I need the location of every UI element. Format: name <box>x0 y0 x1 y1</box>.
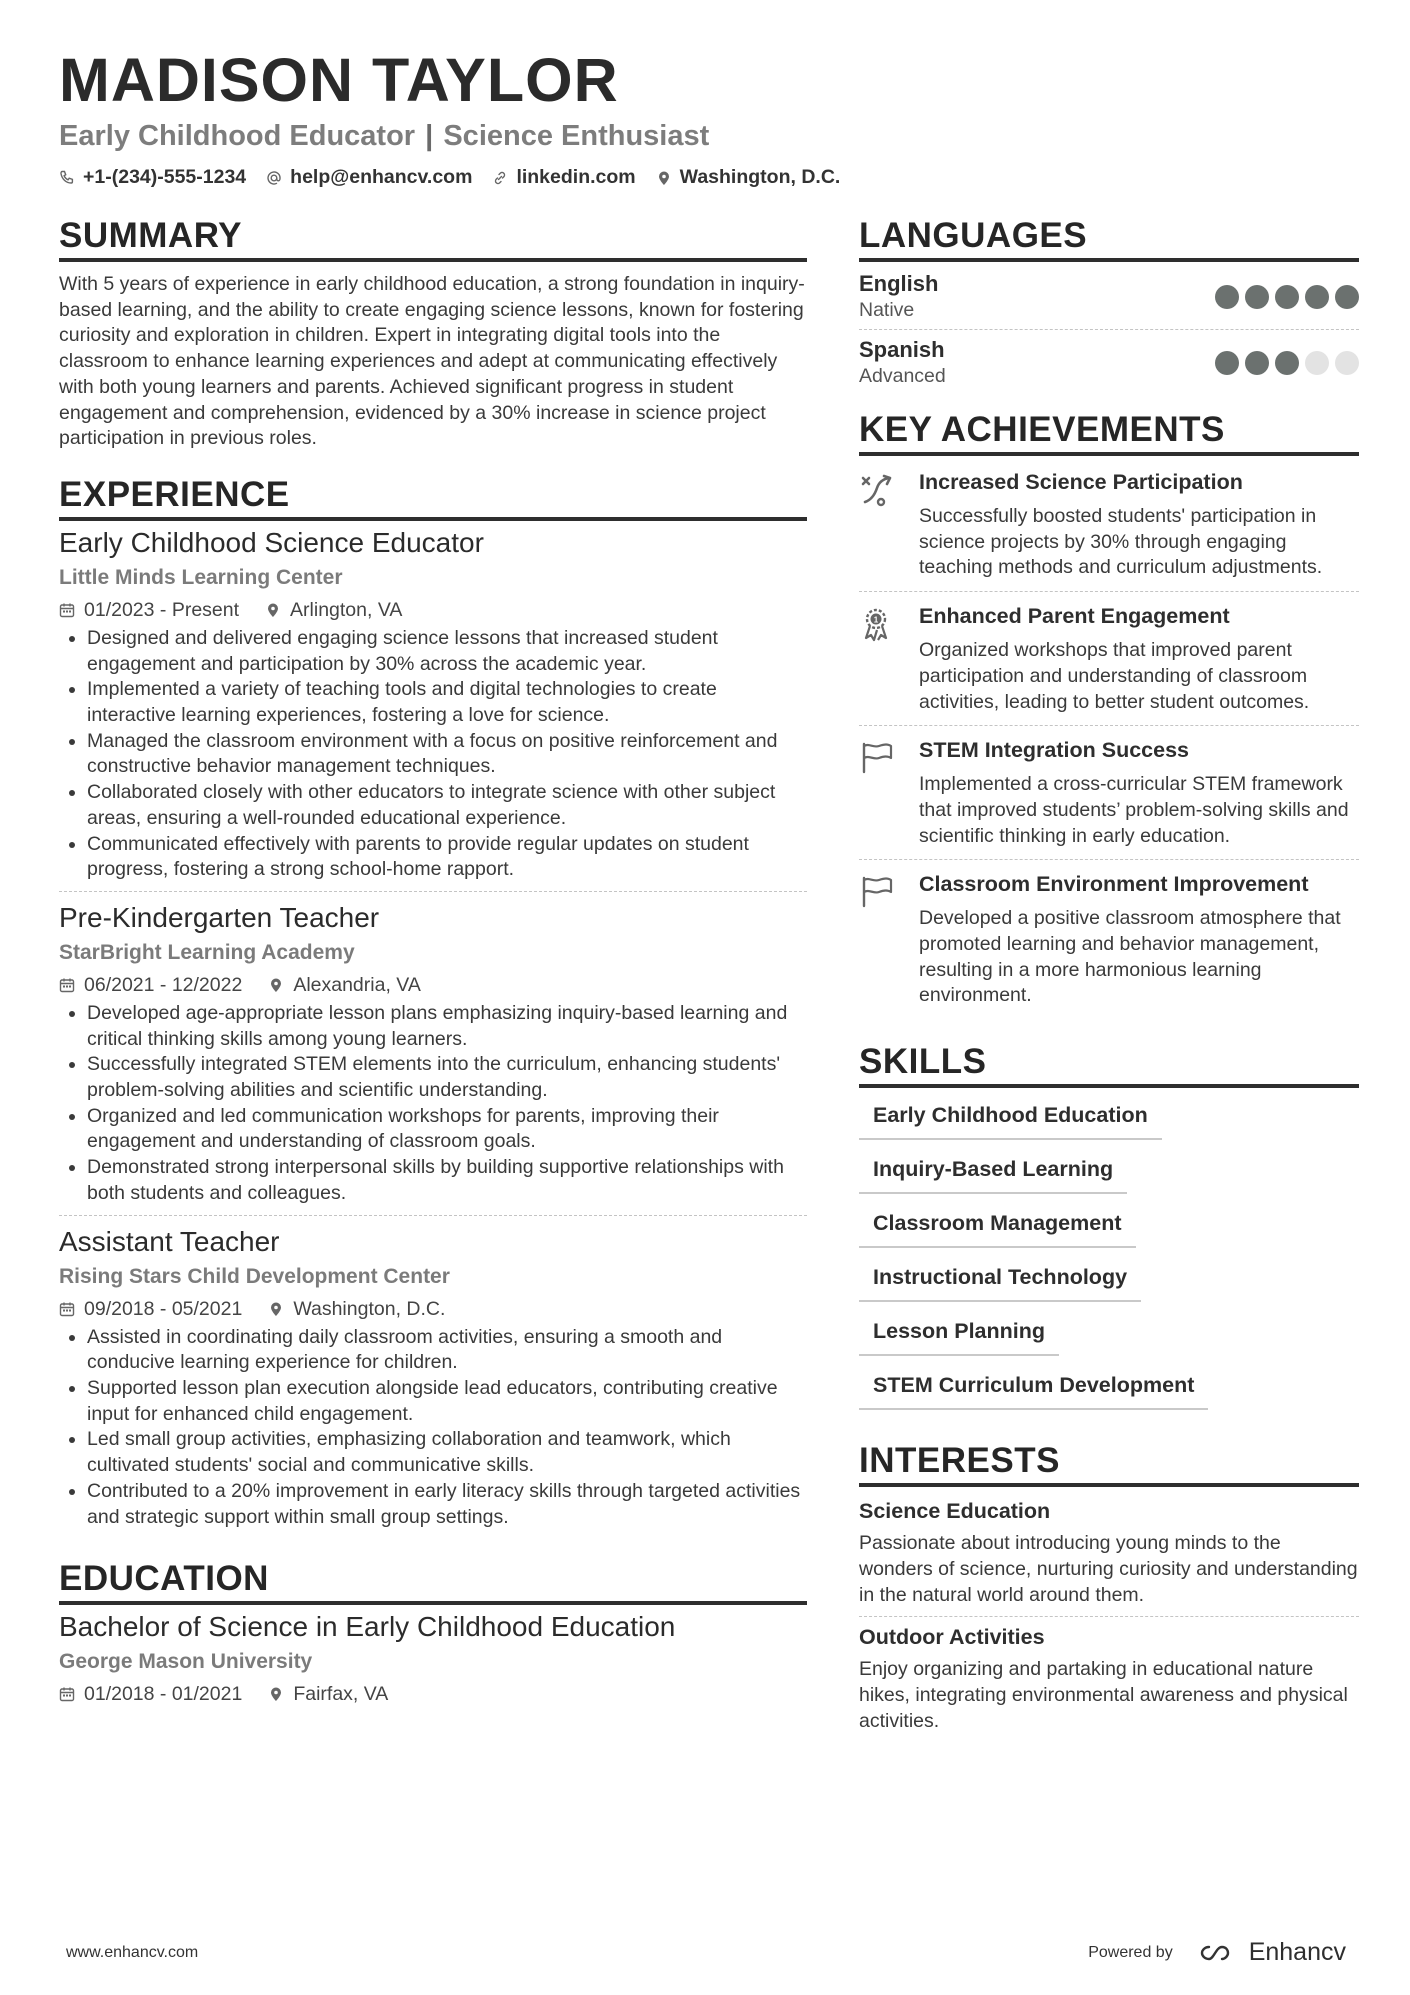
summary-heading: SUMMARY <box>59 215 807 262</box>
location-pin-icon <box>268 1686 284 1702</box>
job-title: Early Childhood Science Educator <box>59 526 484 558</box>
achievement-text: Developed a positive classroom atmosphere that promoted learning and behavior management, resulting in a more harmonious learning environment. <box>919 907 1341 1007</box>
achievement-title: Enhanced Parent Engagement <box>919 604 1230 629</box>
powered-by-text: Powered by <box>1088 1943 1173 1961</box>
rating-dot <box>1305 351 1329 375</box>
interest-title: Outdoor Activities <box>859 1625 1045 1650</box>
job-bullet: • Supported lesson plan execution alongside lead educators, contributing creative input for enhanced child engagement. <box>87 1376 807 1427</box>
interest-text: Enjoy organizing and partaking in educational nature hikes, integrating environmental awareness and physical activities. <box>859 1658 1348 1732</box>
interest-item <box>859 1491 1359 1616</box>
skill-tag: Instructional Technology <box>859 1256 1141 1302</box>
job-location <box>268 972 421 998</box>
rating-dot <box>1305 285 1329 309</box>
at-icon <box>266 170 282 186</box>
job-meta <box>59 1296 807 1322</box>
job-location-text: Alexandria, VA <box>293 973 421 996</box>
achievement-text: Implemented a cross-curricular STEM framework that improved students’ problem-solving skills and scientific thinking in early education. <box>919 773 1349 847</box>
summary-text: With 5 years of experience in early childhood education, a strong foundation in inquiry-based learning, and the ability to create engaging science lessons, known for fostering curiosity and exploration in children. Expert in integrating digital tools into the classroom to enhance learning experiences and adept at communicating effectively with both young learners and parents. Achieved significant progress in student engagement and comprehension, evidenced by a 30% increase in science project participation in previous roles. <box>59 273 805 450</box>
job-bullet: • Implemented a variety of teaching tools and digital technologies to create interactive learning experiences, fostering a love for science. <box>87 677 807 728</box>
languages-section <box>859 215 1359 395</box>
job-location <box>265 597 402 623</box>
job-bullet: • Successfully integrated STEM elements into the curriculum, enhancing students' problem-solving abilities and scientific understanding. <box>87 1052 807 1103</box>
achievement-text: Organized workshops that improved parent participation and understanding of classroom activities, leading to better student outcomes. <box>919 639 1310 713</box>
job-entry <box>59 891 807 1215</box>
footer <box>66 1938 1346 1967</box>
phone-icon <box>59 170 75 186</box>
rating-dot <box>1245 351 1269 375</box>
job-bullet: • Collaborated closely with other educators to integrate science with other subject areas, ensuring a well-rounded educational experience. <box>87 780 807 831</box>
calendar-icon <box>59 602 75 618</box>
skill-tag: Lesson Planning <box>859 1310 1059 1356</box>
enhancv-logo-icon <box>1197 1941 1241 1965</box>
interest-text: Passionate about introducing young minds to the wonders of science, nurturing curiosity and understanding in the natural world around them. <box>859 1532 1358 1606</box>
language-level: Native <box>859 299 915 321</box>
location-pin-icon <box>656 170 672 186</box>
svg-text:1: 1 <box>873 615 879 625</box>
job-title: Assistant Teacher <box>59 1225 280 1257</box>
location-text: Washington, D.C. <box>679 166 841 188</box>
growth-arrow-icon <box>859 472 897 508</box>
skill-tag: Inquiry-Based Learning <box>859 1148 1127 1194</box>
calendar-icon <box>59 1301 75 1317</box>
interest-title: Science Education <box>859 1499 1051 1524</box>
achievement-item <box>859 859 1359 1019</box>
job-bullet: • Assisted in coordinating daily classroom activities, ensuring a smooth and conducive learning experience for children. <box>87 1325 807 1376</box>
rating-dot <box>1215 285 1239 309</box>
language-name: Spanish <box>859 337 945 362</box>
enhancv-logo[interactable] <box>1197 1938 1346 1967</box>
rating-dot <box>1275 351 1299 375</box>
job-entry <box>59 1215 807 1539</box>
job-location-text: Arlington, VA <box>290 598 403 621</box>
languages-heading: LANGUAGES <box>859 215 1359 262</box>
email-text: help@enhancv.com <box>290 166 473 188</box>
job-dates <box>59 972 242 998</box>
education-location-text: Fairfax, VA <box>293 1683 389 1706</box>
contact-location <box>656 166 841 189</box>
education-meta <box>59 1681 807 1707</box>
headline <box>59 118 1359 154</box>
job-bullet: • Managed the classroom environment with a focus on positive reinforcement and constructive behavior management techniques. <box>87 729 807 780</box>
phone-text: +1-(234)-555-1234 <box>83 166 247 188</box>
language-item <box>859 266 1359 329</box>
location-pin-icon <box>268 1301 284 1317</box>
achievement-item <box>859 591 1359 725</box>
headline-separator: | <box>425 120 434 152</box>
education-section <box>59 1558 807 1707</box>
education-dates-text: 01/2018 - 01/2021 <box>84 1683 243 1706</box>
candidate-name: MADISON TAYLOR <box>59 46 619 114</box>
achievements-heading: KEY ACHIEVEMENTS <box>859 409 1359 456</box>
job-bullet: • Contributed to a 20% improvement in early literacy skills through targeted activities and strategic support within small group settings. <box>87 1479 807 1530</box>
skills-heading: SKILLS <box>859 1041 1359 1088</box>
achievement-title: STEM Integration Success <box>919 738 1190 763</box>
language-level: Advanced <box>859 365 946 387</box>
calendar-icon <box>59 977 75 993</box>
location-pin-icon <box>268 977 284 993</box>
achievement-title: Classroom Environment Improvement <box>919 872 1309 897</box>
job-dates-text: 01/2023 - Present <box>84 598 240 621</box>
footer-branding <box>1088 1938 1346 1967</box>
company-name: Rising Stars Child Development Center <box>59 1264 450 1288</box>
interests-section <box>859 1440 1359 1742</box>
job-bullet: • Developed age-appropriate lesson plans emphasizing inquiry-based learning and critical thinking skills among young learners. <box>87 1001 807 1052</box>
job-bullets <box>59 626 807 883</box>
award-ribbon-icon <box>859 606 897 642</box>
degree-title: Bachelor of Science in Early Childhood Education <box>59 1611 676 1643</box>
calendar-icon <box>59 1686 75 1702</box>
rating-dot <box>1215 351 1239 375</box>
education-dates <box>59 1681 242 1707</box>
headline-secondary: Science Enthusiast <box>443 120 710 152</box>
skill-tag: STEM Curriculum Development <box>859 1364 1208 1410</box>
achievements-section <box>859 409 1359 1019</box>
skill-tag: Early Childhood Education <box>859 1094 1162 1140</box>
education-location <box>268 1681 388 1707</box>
job-meta <box>59 597 807 623</box>
job-entry <box>59 525 807 891</box>
job-meta <box>59 972 807 998</box>
skills-section <box>859 1041 1359 1418</box>
job-location <box>268 1296 445 1322</box>
link-icon <box>492 170 508 186</box>
job-title: Pre-Kindergarten Teacher <box>59 901 380 933</box>
contact-linkedin[interactable] <box>492 166 635 189</box>
school-name: George Mason University <box>59 1650 313 1674</box>
left-column <box>59 215 807 1707</box>
flag-icon <box>859 740 897 776</box>
job-location-text: Washington, D.C. <box>293 1297 446 1320</box>
language-rating <box>1215 285 1359 309</box>
language-name: English <box>859 271 939 296</box>
job-bullet: • Demonstrated strong interpersonal skills by building supportive relationships with both students and colleagues. <box>87 1155 807 1206</box>
experience-heading: EXPERIENCE <box>59 474 807 521</box>
rating-dot <box>1275 285 1299 309</box>
job-dates-text: 06/2021 - 12/2022 <box>84 973 243 996</box>
interests-heading: INTERESTS <box>859 1440 1359 1487</box>
company-name: Little Minds Learning Center <box>59 565 343 589</box>
job-bullet: • Organized and led communication workshops for parents, improving their engagement and understanding of classroom goals. <box>87 1104 807 1155</box>
job-dates-text: 09/2018 - 05/2021 <box>84 1297 243 1320</box>
contact-bar <box>59 166 1359 189</box>
job-dates <box>59 597 239 623</box>
achievement-item <box>859 725 1359 859</box>
rating-dot <box>1335 285 1359 309</box>
footer-website-link[interactable]: www.enhancv.com <box>66 1943 199 1961</box>
job-bullet: • Designed and delivered engaging science lessons that increased student engagement and participation by 30% across the academic year. <box>87 626 807 677</box>
flag-icon <box>859 874 897 910</box>
company-name: StarBright Learning Academy <box>59 940 355 964</box>
contact-phone[interactable] <box>59 166 246 189</box>
language-rating <box>1215 351 1359 375</box>
language-item <box>859 329 1359 395</box>
experience-section <box>59 474 807 1538</box>
achievement-title: Increased Science Participation <box>919 470 1243 494</box>
skills-list <box>859 1094 1359 1418</box>
interest-item <box>859 1616 1359 1742</box>
contact-email[interactable] <box>266 166 472 189</box>
rating-dot <box>1335 351 1359 375</box>
rating-dot <box>1245 285 1269 309</box>
achievement-item <box>859 458 1359 591</box>
summary-section <box>59 215 807 452</box>
job-bullets <box>59 1325 807 1531</box>
achievement-text: Successfully boosted students' participation in science projects by 30% through engaging teaching methods and curriculum adjustments. <box>919 505 1323 579</box>
brand-name: Enhancv <box>1248 1938 1346 1966</box>
header <box>59 44 1359 189</box>
job-dates <box>59 1296 242 1322</box>
linkedin-text: linkedin.com <box>516 166 636 188</box>
job-bullet: • Led small group activities, emphasizing collaboration and teamwork, which cultivated students' social and communicative skills. <box>87 1427 807 1478</box>
skill-tag: Classroom Management <box>859 1202 1136 1248</box>
job-bullets <box>59 1001 807 1207</box>
headline-primary: Early Childhood Educator <box>59 120 416 152</box>
education-heading: EDUCATION <box>59 1558 807 1605</box>
location-pin-icon <box>265 602 281 618</box>
job-bullet: • Communicated effectively with parents to provide regular updates on student progress, fostering a strong school-home rapport. <box>87 832 807 883</box>
right-column <box>859 215 1359 1742</box>
